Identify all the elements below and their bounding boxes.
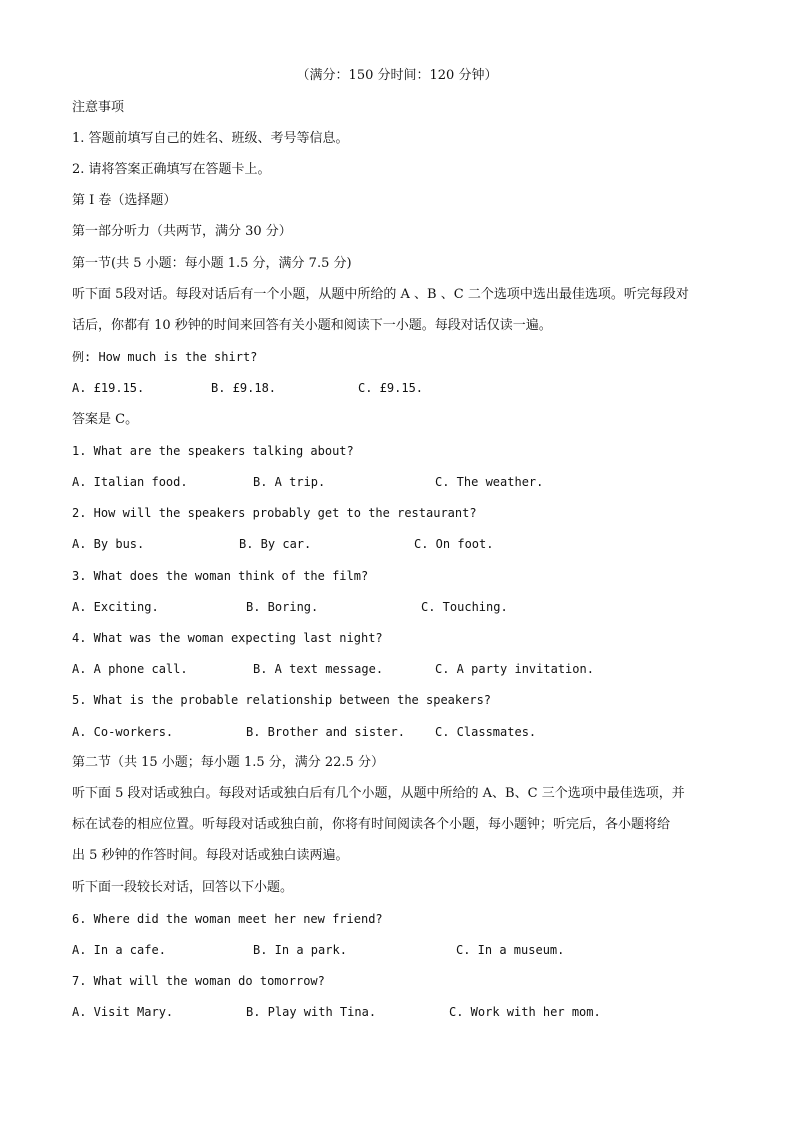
question-7-options [72, 1002, 722, 1022]
question-7: 7. What will the woman do tomorrow? [72, 974, 325, 988]
question-2: 2. How will the speakers probably get to the restaurant? [72, 506, 477, 520]
section2-instructions-line1: 听下面 5 段对话或独白。每段对话或独白后有几个小题，从题中所给的 A、B、C 三个选项中最佳选项，并 [72, 786, 685, 801]
section2-heading: 第二节（共 15 小题；每小题 1.5 分，满分 22.5 分） [72, 755, 384, 770]
option-c: C. On foot. [414, 537, 494, 551]
notice-item-1: 1. 答题前填写自己的姓名、班级、考号等信息。 [72, 131, 349, 146]
section1-heading: 第一节(共 5 小题：每小题 1.5 分，满分 7.5 分) [72, 256, 352, 271]
notice-item-2: 2. 请将答案正确填写在答题卡上。 [72, 162, 271, 177]
option-a: A. A phone call. [72, 662, 188, 676]
example-answer: 答案是 C。 [72, 412, 139, 427]
section2-sub-instructions: 听下面一段较长对话，回答以下小题。 [72, 880, 294, 895]
example-options [72, 378, 722, 398]
option-a: A. Exciting. [72, 600, 159, 614]
example-question: 例: How much is the shirt? [72, 350, 258, 364]
part1-title: 第一部分听力（共两节，满分 30 分） [72, 224, 292, 239]
example-option-c: C. £9.15. [358, 381, 424, 395]
option-a: A. Italian food. [72, 475, 188, 489]
question-4-options [72, 659, 722, 679]
notice-title: 注意事项 [72, 100, 125, 115]
option-c: C. Classmates. [435, 725, 537, 739]
example-option-b: B. £9.18. [211, 381, 277, 395]
question-3: 3. What does the woman think of the film? [72, 569, 369, 583]
option-c: C. In a museum. [456, 943, 565, 957]
option-b: B. Play with Tina. [246, 1005, 377, 1019]
example-option-a: A. £19.15. [72, 381, 145, 395]
question-5: 5. What is the probable relationship between the speakers? [72, 693, 492, 707]
exam-header: （满分：150 分时间：120 分钟） [296, 68, 498, 83]
volume-title: 第 I 卷（选择题） [72, 193, 177, 208]
question-5-options [72, 722, 722, 742]
option-a: A. By bus. [72, 537, 145, 551]
option-b: B. By car. [239, 537, 312, 551]
option-c: C. Work with her mom. [449, 1005, 601, 1019]
question-1: 1. What are the speakers talking about? [72, 444, 354, 458]
question-6-options [72, 940, 722, 960]
option-a: A. Co-workers. [72, 725, 174, 739]
option-a: A. In a cafe. [72, 943, 166, 957]
option-a: A. Visit Mary. [72, 1005, 174, 1019]
question-2-options [72, 534, 722, 554]
option-b: B. Boring. [246, 600, 319, 614]
question-3-options [72, 597, 722, 617]
option-b: B. In a park. [253, 943, 347, 957]
option-c: C. A party invitation. [435, 662, 594, 676]
option-b: B. Brother and sister. [246, 725, 405, 739]
section2-instructions-line3: 出 5 秒钟的作答时间。每段对话或独白读两遍。 [72, 848, 349, 863]
section2-instructions-line2: 标在试卷的相应位置。听每段对话或独白前，你将有时间阅读各个小题，每小题钟；听完后，各小题将给 [72, 817, 671, 832]
section1-instructions-line1: 听下面 5段对话。每段对话后有一个小题，从题中所给的 A 、B 、C 二个选项中选出最佳选项。听完每段对 [72, 287, 689, 302]
question-6: 6. Where did the woman meet her new friend? [72, 912, 383, 926]
section1-instructions-line2: 话后，你都有 10 秒钟的时间来回答有关小题和阅读下一小题。每段对话仅读一遍。 [72, 318, 552, 333]
option-b: B. A text message. [253, 662, 384, 676]
option-b: B. A trip. [253, 475, 326, 489]
option-c: C. The weather. [435, 475, 544, 489]
question-1-options [72, 472, 722, 492]
option-c: C. Touching. [421, 600, 508, 614]
question-4: 4. What was the woman expecting last night? [72, 631, 383, 645]
